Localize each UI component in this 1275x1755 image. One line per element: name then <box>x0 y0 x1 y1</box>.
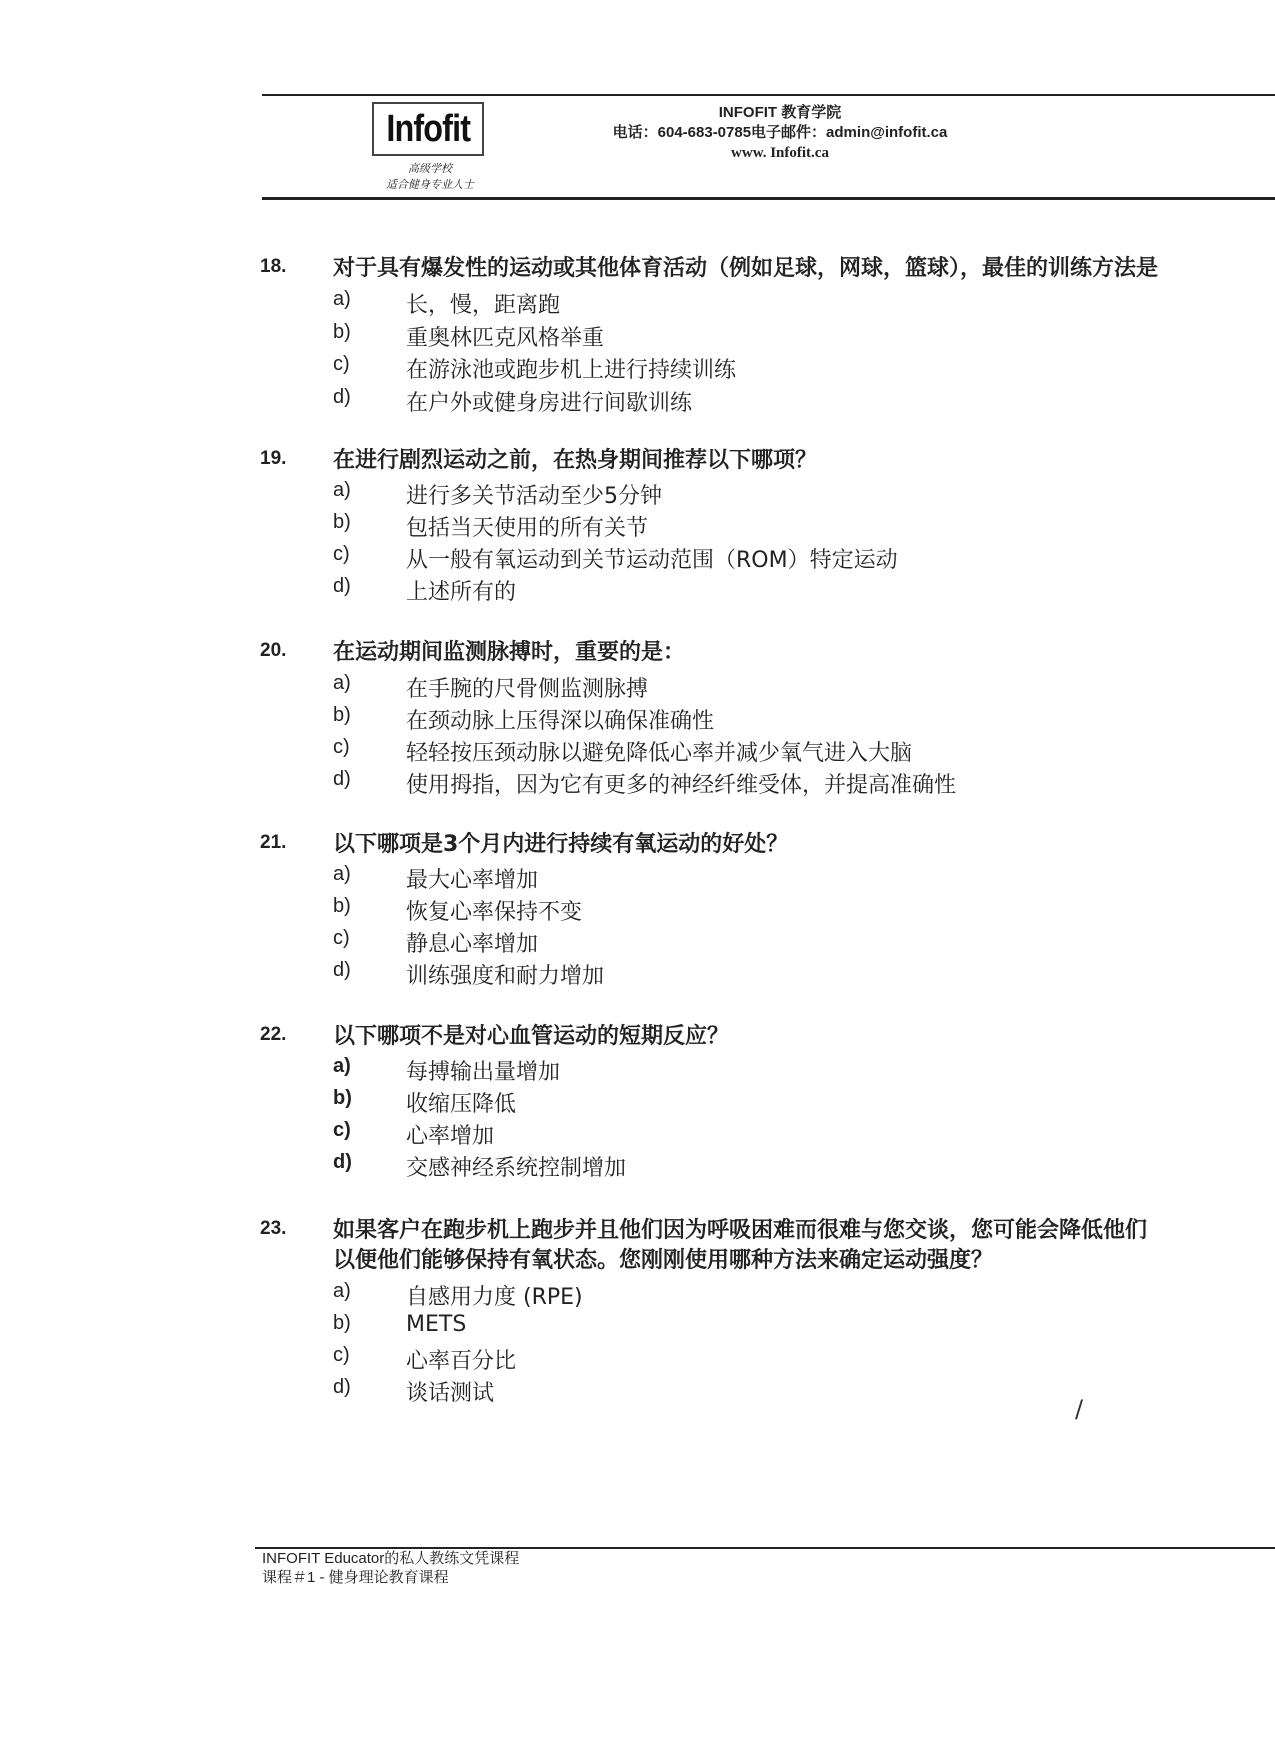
option-letter: d) <box>333 959 351 981</box>
option-text: 在手腕的尺骨侧监测脉搏 <box>406 677 649 702</box>
option-text: 静息心率增加 <box>406 932 539 957</box>
question-text <box>333 1022 1275 1052</box>
option-letter: c) <box>333 736 350 758</box>
option-text: METS <box>406 1312 467 1337</box>
pen-mark: / <box>1075 1395 1084 1423</box>
option-letter: d) <box>333 575 351 597</box>
question-number: 21. <box>260 832 287 853</box>
contact-line: 电话：604-683-0785电子邮件：admin@infofit.ca <box>612 124 948 141</box>
option-text: 从一般有氧运动到关节运动范围（ROM）特定运动 <box>406 548 898 573</box>
option-text: 重奥林匹克风格举重 <box>406 325 605 351</box>
option-text: 在游泳池或跑步机上进行持续训练 <box>406 358 737 383</box>
question-number: 20. <box>260 640 287 661</box>
organization-name: INFOFIT 教育学院 <box>718 104 842 121</box>
option-text: 最大心率增加 <box>406 868 539 893</box>
option-letter: a) <box>333 1055 351 1077</box>
option-letter: b) <box>333 320 351 343</box>
option-text: 交感神经系统控制增加 <box>406 1156 627 1181</box>
option-letter: b) <box>333 511 351 533</box>
option-letter: b) <box>333 895 351 917</box>
question-text-line: 以便他们能够保持有氧状态。您刚刚使用哪种方法来确定运动强度？ <box>333 1248 994 1273</box>
option-text: 自感用力度 (RPE) <box>406 1285 583 1310</box>
header-rule-bottom <box>262 197 1275 200</box>
question-text <box>333 1216 1275 1276</box>
question-text <box>333 254 1275 284</box>
question-text-line: 如果客户在跑步机上跑步并且他们因为呼吸困难而很难与您交谈，您可能会降低他们 <box>333 1218 1148 1243</box>
option-text: 在颈动脉上压得深以确保准确性 <box>406 709 715 734</box>
option-letter: a) <box>333 672 351 694</box>
option-letter: a) <box>333 1280 351 1302</box>
option-text: 长，慢，距离跑 <box>406 293 561 318</box>
option-text: 收缩压降低 <box>406 1092 517 1117</box>
option-text: 轻轻按压颈动脉以避免降低心率并减少氧气进入大脑 <box>406 741 913 766</box>
option-letter: c) <box>333 543 350 565</box>
question-text <box>333 638 1275 668</box>
option-letter: a) <box>333 288 351 310</box>
option-text: 在户外或健身房进行间歇训练 <box>406 390 693 416</box>
option-letter: b) <box>333 1087 352 1109</box>
question-text <box>333 830 1275 860</box>
question-text-line: 以下哪项是3个月内进行持续有氧运动的好处？ <box>333 832 789 857</box>
question-number: 19. <box>260 448 287 469</box>
option-letter: a) <box>333 479 351 501</box>
footer-course-subtitle: 课程＃1 - 健身理论教育课程 <box>262 1569 449 1586</box>
question-text-line: 以下哪项不是对心血管运动的短期反应？ <box>333 1024 730 1049</box>
option-letter: d) <box>333 1376 351 1398</box>
option-letter: a) <box>333 863 351 885</box>
website-line: www. Infofit.ca <box>731 145 829 161</box>
option-text: 恢复心率保持不变 <box>406 900 583 925</box>
option-letter: d) <box>333 1151 352 1173</box>
option-text: 心率增加 <box>406 1124 495 1149</box>
option-text: 上述所有的 <box>406 580 517 605</box>
logo-subtitle-1: 高级学校 <box>408 162 452 175</box>
question-text-line: 在进行剧烈运动之前，在热身期间推荐以下哪项？ <box>333 448 818 473</box>
option-text: 进行多关节活动至少5分钟 <box>406 484 662 509</box>
organization-info <box>560 103 1000 163</box>
question-number: 23. <box>260 1218 287 1239</box>
option-letter: b) <box>333 704 351 726</box>
logo-text: Infofit <box>386 107 470 150</box>
footer <box>262 1549 519 1587</box>
option-letter: b) <box>333 1312 351 1334</box>
option-letter: c) <box>333 1344 350 1366</box>
option-text: 每搏输出量增加 <box>406 1060 561 1085</box>
question-number: 22. <box>260 1024 287 1045</box>
option-text: 谈话测试 <box>406 1381 495 1406</box>
option-text: 包括当天使用的所有关节 <box>406 516 649 541</box>
question-text <box>333 446 1275 476</box>
option-text: 使用拇指，因为它有更多的神经纤维受体，并提高准确性 <box>406 773 957 798</box>
option-letter: c) <box>333 927 350 949</box>
header-rule-top <box>262 94 1275 96</box>
question-number: 18. <box>260 256 287 277</box>
footer-course-title: INFOFIT Educator的私人教练文凭课程 <box>262 1550 520 1567</box>
option-letter: c) <box>333 353 350 375</box>
option-text: 训练强度和耐力增加 <box>406 964 605 989</box>
question-text-line: 对于具有爆发性的运动或其他体育活动（例如足球，网球，篮球），最佳的训练方法是 <box>333 256 1159 281</box>
option-letter: c) <box>333 1119 351 1141</box>
logo-subtitle-2: 适合健身专业人士 <box>386 178 474 191</box>
option-letter: d) <box>333 768 351 790</box>
option-text: 心率百分比 <box>406 1349 517 1374</box>
option-letter: d) <box>333 385 351 408</box>
infofit-logo <box>372 102 484 156</box>
question-text-line: 在运动期间监测脉搏时，重要的是： <box>333 640 686 665</box>
